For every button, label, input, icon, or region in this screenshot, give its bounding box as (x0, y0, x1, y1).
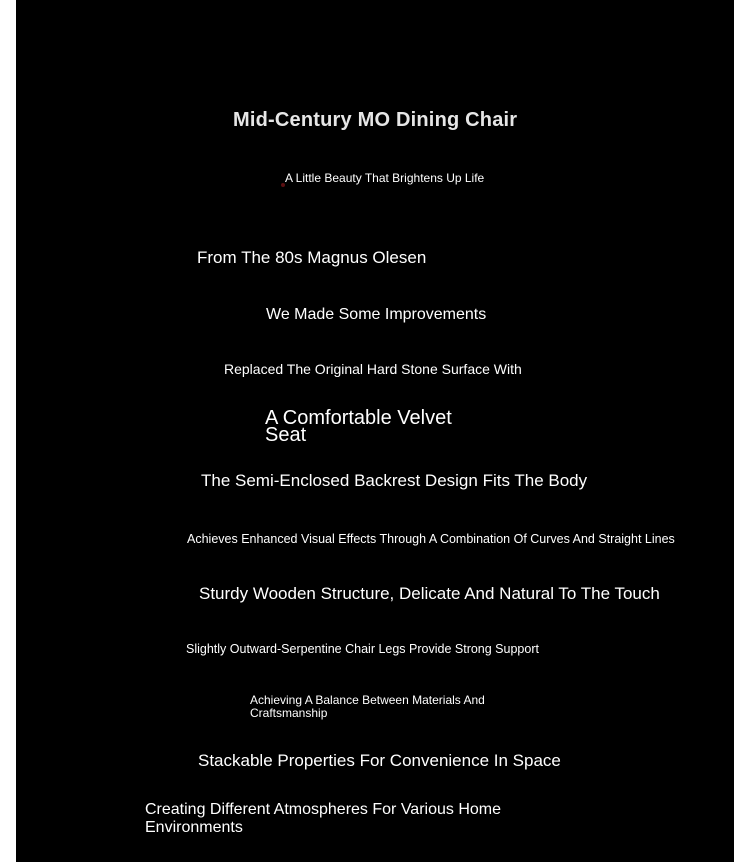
text-line-3: Replaced The Original Hard Stone Surface With (224, 361, 522, 377)
content-panel (16, 0, 734, 862)
text-line-11: Creating Different Atmospheres For Various Home Environments (145, 801, 502, 836)
text-line-10: Stackable Properties For Convenience In Space (198, 751, 561, 770)
text-line-5: The Semi-Enclosed Backrest Design Fits The Body (201, 471, 588, 490)
page-title: Mid-Century MO Dining Chair (233, 109, 518, 131)
text-line-7: Sturdy Wooden Structure, Delicate And Natural To The Touch (199, 584, 660, 603)
text-line-1: From The 80s Magnus Olesen (197, 248, 427, 267)
text-line-2: We Made Some Improvements (266, 306, 487, 323)
text-line-6: Achieves Enhanced Visual Effects Through A Combination Of Curves And Straight Lines (187, 532, 675, 546)
text-line-8: Slightly Outward-Serpentine Chair Legs Provide Strong Support (186, 642, 539, 656)
text-line-4: A Comfortable Velvet Seat (265, 407, 452, 446)
text-line-9: Achieving A Balance Between Materials And Craftsmanship (250, 693, 485, 720)
subtitle: A Little Beauty That Brightens Up Life (285, 171, 485, 185)
